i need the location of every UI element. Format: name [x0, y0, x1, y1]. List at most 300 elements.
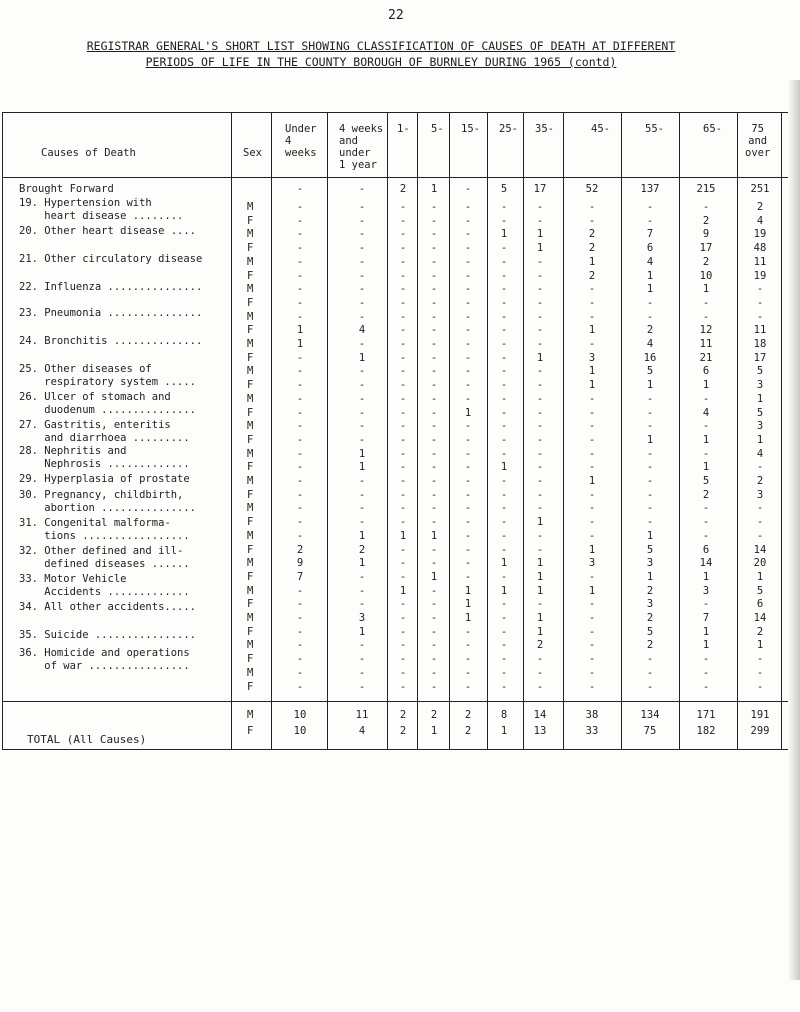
table-cell: 5 [756, 365, 764, 378]
table-cell: - [358, 584, 366, 597]
table-cell: - [536, 201, 544, 213]
table-cell: - [464, 214, 472, 227]
table-cell: - [588, 502, 596, 515]
table-cell: - [296, 379, 304, 392]
table-cell: - [500, 214, 508, 227]
table-cell: - [358, 242, 366, 255]
cell-brought-forward: 215 [696, 183, 716, 195]
table-cell: - [500, 543, 508, 556]
table-cell: - [536, 420, 544, 433]
table-cell: - [756, 310, 764, 323]
table-cell: 4 [756, 214, 764, 227]
table-cell: 1 [358, 351, 366, 364]
column-divider [679, 113, 680, 749]
table-cell: - [536, 461, 544, 474]
table-cell: - [536, 502, 544, 515]
table-cell: - [702, 201, 710, 213]
table-cell: - [500, 255, 508, 268]
table-cell: - [464, 324, 472, 337]
table-cell: - [430, 283, 438, 296]
table-cell: - [296, 433, 304, 446]
header-age-45: 45- [591, 123, 610, 135]
cell-brought-forward: - [296, 183, 304, 195]
table-cell: - [536, 406, 544, 419]
table-cell: 1 [536, 625, 544, 638]
cell-brought-forward: 52 [585, 183, 599, 195]
sex-label: M [247, 612, 254, 624]
table-cell: - [464, 488, 472, 501]
table-cell: - [296, 406, 304, 419]
table-cell: - [536, 488, 544, 501]
table-cell: 1 [536, 242, 544, 255]
table-cell: 1 [702, 283, 710, 296]
table-cell: - [430, 475, 438, 487]
table-cell: - [500, 406, 508, 419]
table-cell: - [358, 653, 366, 666]
total-cell: 2 [430, 709, 438, 721]
cell-brought-forward: 2 [399, 183, 407, 195]
sex-label: M [247, 201, 254, 213]
table-cell: 1 [464, 584, 472, 597]
table-cell: - [500, 420, 508, 433]
table-cell: - [536, 666, 544, 679]
table-cell: - [536, 214, 544, 227]
header-divider [3, 177, 789, 178]
column-divider [417, 113, 418, 749]
table-cell: - [296, 296, 304, 309]
table-cell: 1 [646, 379, 654, 392]
table-cell: - [296, 283, 304, 296]
table-cell: - [296, 475, 304, 487]
table-cell: - [756, 653, 764, 666]
table-cell: - [464, 351, 472, 364]
table-cell: 1 [464, 598, 472, 611]
table-cell: - [500, 502, 508, 515]
table-cell: 2 [756, 625, 764, 638]
table-cell: 3 [646, 557, 654, 570]
table-cell: 2 [702, 214, 710, 227]
table-cell: - [296, 639, 304, 652]
total-cell: 2 [464, 725, 472, 737]
table-cell: 1 [430, 529, 438, 542]
table-cell: - [296, 365, 304, 378]
table-cell: - [536, 338, 544, 350]
table-cell: - [296, 516, 304, 529]
table-cell: 1 [588, 324, 596, 337]
table-cell: 2 [296, 543, 304, 556]
table-cell: - [536, 543, 544, 556]
column-divider [231, 113, 232, 749]
table-cell: - [500, 529, 508, 542]
table-cell: - [358, 228, 366, 241]
table-cell: - [358, 475, 366, 487]
table-cell: - [399, 269, 407, 282]
table-cell: - [399, 365, 407, 378]
cause-label: Brought Forward [19, 183, 114, 195]
table-cell: - [464, 255, 472, 268]
table-cell: - [588, 529, 596, 542]
total-cell: 14 [533, 709, 547, 721]
table-cell: - [464, 516, 472, 529]
cause-label: 28. Nephritis and Nephrosis ............. [19, 445, 190, 470]
table-cell: 2 [756, 201, 764, 213]
table-cell: 5 [646, 625, 654, 638]
table-cell: - [430, 433, 438, 446]
table-cell: - [500, 379, 508, 392]
table-cell: 3 [756, 379, 764, 392]
table-cell: - [464, 653, 472, 666]
table-cell: - [702, 392, 710, 405]
table-cell: 1 [500, 584, 508, 597]
table-cell: - [430, 365, 438, 378]
table-cell: 1 [702, 639, 710, 652]
table-cell: - [646, 653, 654, 666]
header-age-5: 5- [431, 123, 444, 135]
table-cell: - [358, 516, 366, 529]
table-cell: 1 [500, 557, 508, 570]
table-cell: - [296, 447, 304, 460]
mortality-table [2, 112, 790, 750]
table-cell: - [500, 639, 508, 652]
cell-brought-forward: 251 [750, 183, 770, 195]
sex-label: F [247, 433, 254, 446]
table-cell: - [399, 488, 407, 501]
table-cell: - [430, 406, 438, 419]
table-cell: 1 [536, 228, 544, 241]
sex-label: F [247, 680, 254, 693]
table-cell: - [464, 310, 472, 323]
sex-label: F [247, 625, 254, 638]
table-cell: - [399, 296, 407, 309]
table-cell: - [399, 653, 407, 666]
table-cell: - [536, 324, 544, 337]
table-cell: - [399, 406, 407, 419]
table-cell: - [588, 338, 596, 350]
table-cell: - [296, 612, 304, 624]
table-cell: - [430, 557, 438, 570]
table-cell: - [500, 433, 508, 446]
table-cell: 9 [702, 228, 710, 241]
table-cell: - [702, 516, 710, 529]
table-cell: - [399, 447, 407, 460]
table-cell: 6 [702, 543, 710, 556]
table-cell: - [464, 228, 472, 241]
table-cell: 18 [753, 338, 767, 350]
table-cell: - [399, 420, 407, 433]
table-cell: - [500, 283, 508, 296]
table-cell: - [430, 598, 438, 611]
cell-brought-forward: - [358, 183, 366, 195]
sex-label: M [247, 557, 254, 570]
table-cell: - [399, 228, 407, 241]
table-cell: - [500, 447, 508, 460]
table-cell: - [500, 475, 508, 487]
table-cell: - [646, 461, 654, 474]
header-age-35: 35- [535, 123, 554, 135]
table-cell: 1 [702, 570, 710, 583]
table-cell: - [296, 201, 304, 213]
column-divider [621, 113, 622, 749]
table-cell: 4 [646, 255, 654, 268]
table-cell: - [536, 296, 544, 309]
table-cell: - [646, 214, 654, 227]
total-cell: 38 [585, 709, 599, 721]
table-cell: - [464, 433, 472, 446]
table-cell: - [430, 543, 438, 556]
table-cell: - [430, 379, 438, 392]
table-cell: 1 [756, 570, 764, 583]
cause-label: 34. All other accidents..... [19, 601, 197, 613]
table-cell: - [588, 625, 596, 638]
table-cell: - [399, 310, 407, 323]
table-cell: - [399, 598, 407, 611]
table-cell: - [296, 351, 304, 364]
sex-label: F [247, 406, 254, 419]
title-line-1: REGISTRAR GENERAL'S SHORT LIST SHOWING CLASSIFICATION OF CAUSES OF DEATH AT DIFFERENT [86, 39, 676, 53]
table-cell: - [358, 201, 366, 213]
cause-label: 29. Hyperplasia of prostate [19, 473, 190, 485]
table-cell: - [358, 365, 366, 378]
total-sex-label: M [247, 709, 254, 721]
table-cell: - [500, 338, 508, 350]
table-cell: - [358, 296, 366, 309]
table-cell: - [358, 433, 366, 446]
total-cell: 4 [358, 725, 366, 737]
table-cell: - [399, 543, 407, 556]
table-cell: - [702, 420, 710, 433]
table-cell: - [702, 653, 710, 666]
total-cell: 10 [293, 725, 307, 737]
table-cell: - [358, 255, 366, 268]
table-cell: - [756, 283, 764, 296]
sex-label: F [247, 488, 254, 501]
table-cell: 1 [296, 338, 304, 350]
table-cell: 5 [756, 406, 764, 419]
table-cell: 4 [702, 406, 710, 419]
table-cell: - [588, 296, 596, 309]
table-cell: 5 [646, 543, 654, 556]
table-cell: 1 [588, 543, 596, 556]
table-cell: - [399, 461, 407, 474]
table-cell: 2 [702, 488, 710, 501]
table-cell: - [464, 447, 472, 460]
table-cell: - [588, 406, 596, 419]
total-cell: 1 [500, 725, 508, 737]
table-cell: - [358, 406, 366, 419]
sex-label: F [247, 324, 254, 337]
sex-label: F [247, 351, 254, 364]
table-cell: - [500, 365, 508, 378]
table-cell: - [430, 639, 438, 652]
table-cell: - [500, 666, 508, 679]
table-cell: - [646, 296, 654, 309]
table-cell: - [536, 447, 544, 460]
sex-label: F [247, 653, 254, 666]
header-age-15: 15- [461, 123, 480, 135]
table-cell: 1 [399, 529, 407, 542]
table-cell: 1 [296, 324, 304, 337]
table-cell: - [399, 242, 407, 255]
table-cell: - [358, 570, 366, 583]
total-sex-label: F [247, 725, 254, 737]
table-cell: 11 [753, 255, 767, 268]
table-cell: - [430, 653, 438, 666]
table-cell: 1 [702, 461, 710, 474]
table-cell: 1 [588, 584, 596, 597]
cause-label: 23. Pneumonia ............... [19, 307, 203, 319]
table-cell: 1 [646, 529, 654, 542]
table-cell: - [358, 639, 366, 652]
table-cell: - [464, 543, 472, 556]
table-cell: - [536, 475, 544, 487]
table-cell: - [588, 420, 596, 433]
table-cell: - [464, 201, 472, 213]
table-cell: - [646, 680, 654, 693]
table-cell: - [399, 666, 407, 679]
table-cell: - [536, 392, 544, 405]
table-cell: - [500, 653, 508, 666]
table-cell: 1 [588, 365, 596, 378]
table-cell: - [430, 324, 438, 337]
table-cell: - [464, 338, 472, 350]
total-cell: 2 [399, 725, 407, 737]
cause-label: 24. Bronchitis .............. [19, 335, 203, 347]
table-cell: - [646, 666, 654, 679]
cause-label: 25. Other diseases of respiratory system ..... [19, 363, 197, 388]
table-cell: - [430, 392, 438, 405]
table-cell: - [588, 283, 596, 296]
table-cell: - [500, 488, 508, 501]
table-cell: - [399, 379, 407, 392]
header-age-55: 55- [645, 123, 664, 135]
sex-label: M [247, 639, 254, 652]
total-cell: 13 [533, 725, 547, 737]
table-cell: - [358, 502, 366, 515]
table-cell: - [358, 283, 366, 296]
column-divider [271, 113, 272, 749]
table-cell: 4 [646, 338, 654, 350]
table-cell: - [430, 447, 438, 460]
table-cell: - [296, 242, 304, 255]
table-cell: - [702, 680, 710, 693]
table-cell: - [536, 310, 544, 323]
table-cell: - [646, 201, 654, 213]
table-cell: - [296, 228, 304, 241]
table-cell: 19 [753, 269, 767, 282]
column-divider [737, 113, 738, 749]
sex-label: M [247, 338, 254, 350]
column-divider [781, 113, 782, 749]
table-cell: - [588, 461, 596, 474]
table-cell: - [646, 447, 654, 460]
title-line-2: PERIODS OF LIFE IN THE COUNTY BOROUGH OF BURNLEY DURING 1965 (contd) [145, 55, 617, 69]
total-cell: 171 [696, 709, 716, 721]
table-cell: - [296, 461, 304, 474]
table-cell: 1 [430, 570, 438, 583]
table-cell: - [464, 502, 472, 515]
table-cell: - [430, 269, 438, 282]
table-cell: 1 [702, 625, 710, 638]
cause-label: 19. Hypertension with heart disease ........ [19, 197, 184, 222]
table-cell: - [646, 502, 654, 515]
sex-label: F [247, 379, 254, 392]
page-edge-shadow [788, 80, 800, 980]
table-cell: 1 [536, 584, 544, 597]
table-cell: - [296, 598, 304, 611]
table-cell: - [464, 242, 472, 255]
column-divider [327, 113, 328, 749]
table-cell: - [464, 365, 472, 378]
header-75-over: 75 and over [745, 123, 771, 159]
sex-label: M [247, 228, 254, 241]
table-cell: - [536, 269, 544, 282]
table-cell: - [399, 338, 407, 350]
table-cell: - [464, 283, 472, 296]
table-cell: 1 [646, 283, 654, 296]
table-cell: - [464, 570, 472, 583]
table-cell: - [464, 639, 472, 652]
table-cell: - [702, 666, 710, 679]
table-cell: - [399, 625, 407, 638]
table-cell: 1 [358, 461, 366, 474]
table-cell: 1 [702, 433, 710, 446]
sex-label: M [247, 475, 254, 487]
table-cell: - [430, 310, 438, 323]
table-cell: - [646, 488, 654, 501]
table-cell: 2 [358, 543, 366, 556]
table-cell: 1 [358, 625, 366, 638]
table-cell: - [588, 201, 596, 213]
table-cell: 1 [536, 351, 544, 364]
header-age-65: 65- [703, 123, 722, 135]
table-cell: - [399, 557, 407, 570]
table-cell: 17 [699, 242, 713, 255]
cause-label: 30. Pregnancy, childbirth, abortion ............... [19, 489, 197, 514]
table-cell: 2 [702, 255, 710, 268]
total-cell: 75 [643, 725, 657, 737]
table-cell: 1 [536, 516, 544, 529]
table-cell: - [430, 420, 438, 433]
table-cell: 5 [702, 475, 710, 487]
total-cell: 11 [355, 709, 369, 721]
table-cell: - [588, 666, 596, 679]
table-cell: - [646, 392, 654, 405]
table-cell: - [756, 296, 764, 309]
table-cell: - [430, 338, 438, 350]
table-cell: - [646, 420, 654, 433]
table-cell: 5 [756, 584, 764, 597]
table-cell: 14 [753, 612, 767, 624]
table-cell: 1 [702, 379, 710, 392]
header-sex: Sex [243, 147, 262, 159]
sex-label: M [247, 365, 254, 378]
table-cell: - [756, 516, 764, 529]
table-cell: - [358, 598, 366, 611]
table-cell: - [500, 516, 508, 529]
header-under4: Under 4 weeks [285, 123, 317, 159]
sex-label: M [247, 310, 254, 323]
table-cell: - [296, 269, 304, 282]
table-cell: - [464, 296, 472, 309]
total-cell: 10 [293, 709, 307, 721]
table-cell: - [296, 584, 304, 597]
table-cell: - [464, 475, 472, 487]
table-cell: - [430, 666, 438, 679]
table-cell: - [399, 255, 407, 268]
cause-label: 36. Homicide and operations of war ................ [19, 647, 190, 672]
table-cell: 10 [699, 269, 713, 282]
cause-label: 31. Congenital malforma- tions ................. [19, 517, 190, 542]
